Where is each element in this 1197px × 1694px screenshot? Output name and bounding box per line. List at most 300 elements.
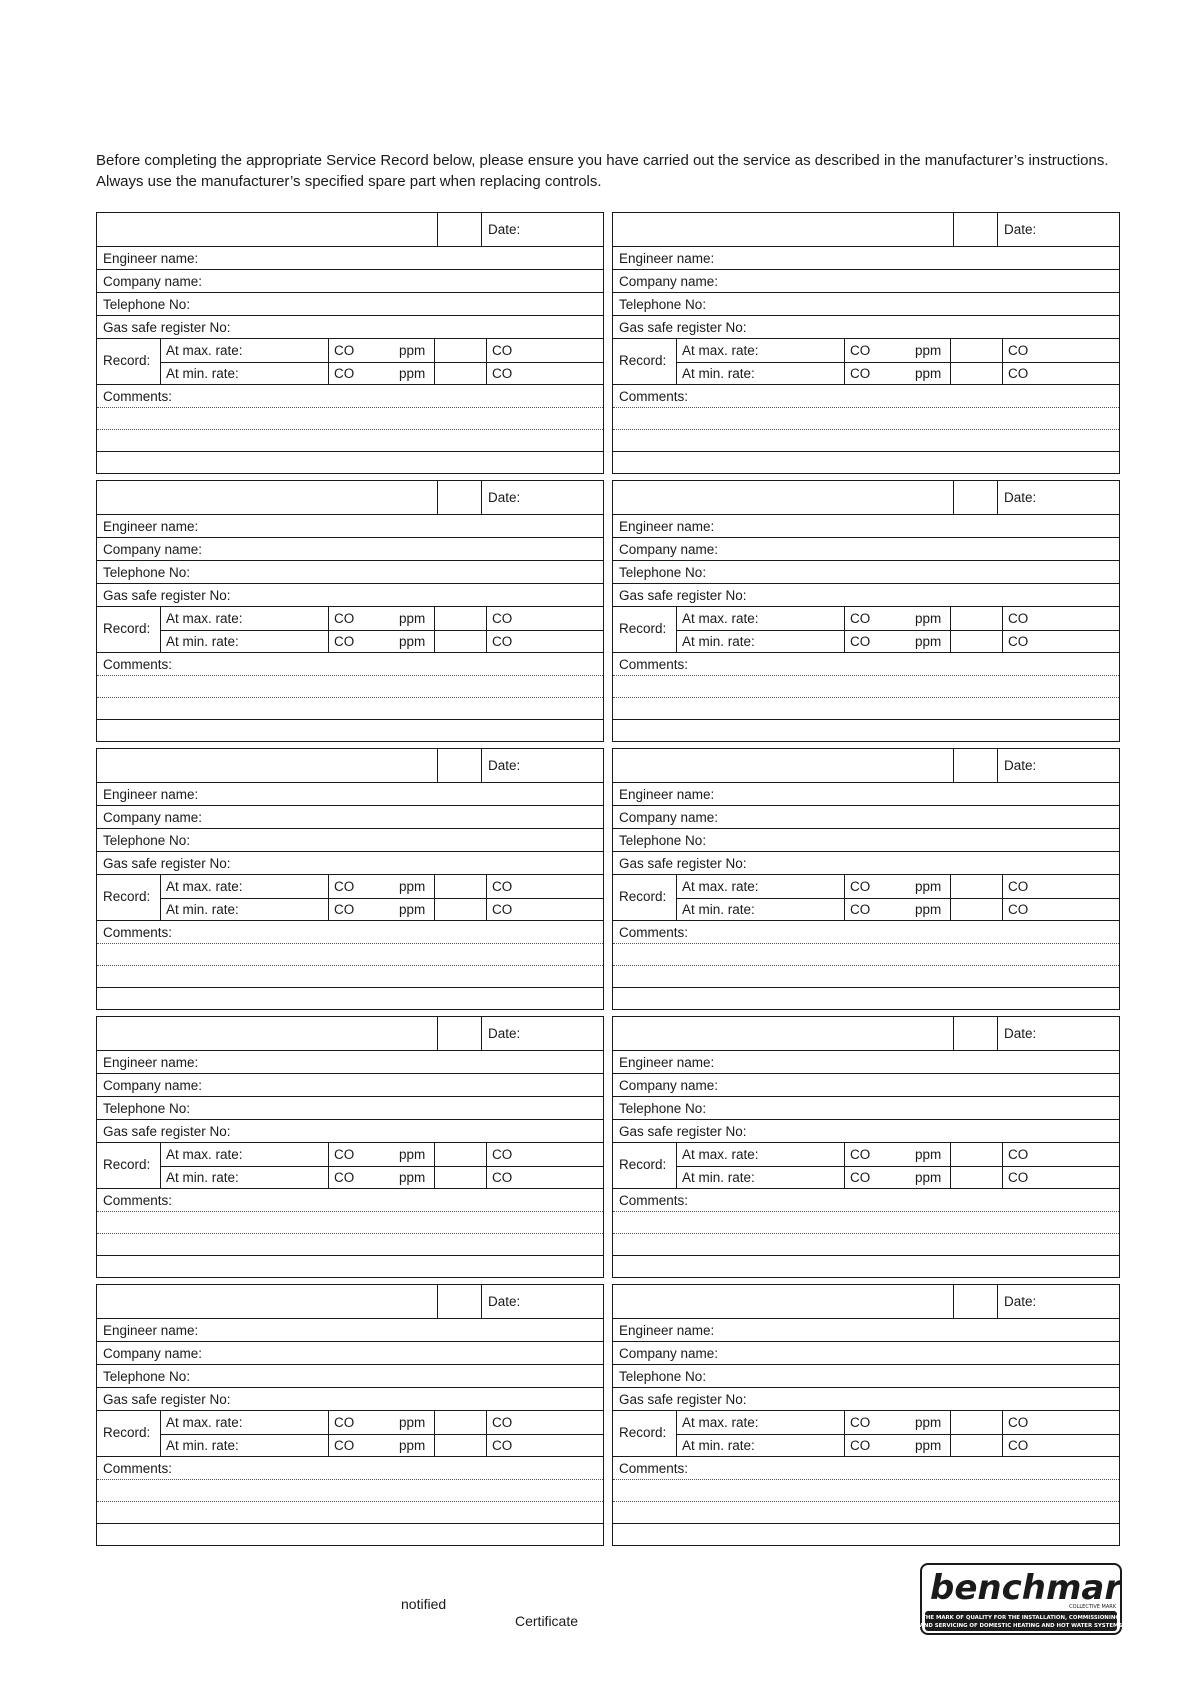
company-name-field[interactable] xyxy=(97,1074,603,1097)
gas-safe-register-label: Gas safe register No: xyxy=(619,588,747,603)
gas-safe-register-field[interactable] xyxy=(97,584,603,607)
max-rate-value-field[interactable] xyxy=(950,1411,1002,1434)
service-record xyxy=(612,748,1120,1010)
signature-line[interactable] xyxy=(613,1256,1119,1277)
date-label: Date: xyxy=(1004,490,1037,505)
record-readings xyxy=(160,1411,603,1456)
min-rate-co-ppm-field[interactable] xyxy=(844,630,950,653)
company-name-label: Company name: xyxy=(619,542,719,557)
telephone-label: Telephone No: xyxy=(103,297,191,312)
co-label: CO xyxy=(850,343,871,358)
company-name-field[interactable] xyxy=(97,270,603,293)
co-label: CO xyxy=(492,902,513,917)
date-field[interactable] xyxy=(997,1285,1119,1318)
signature-line[interactable] xyxy=(97,720,603,741)
date-field[interactable] xyxy=(997,481,1119,514)
co-label: CO xyxy=(1008,879,1029,894)
min-rate-co-ratio-field[interactable] xyxy=(1002,898,1119,921)
gas-safe-register-label: Gas safe register No: xyxy=(103,588,231,603)
company-name-field[interactable] xyxy=(613,806,1119,829)
max-rate-co-ppm-field[interactable] xyxy=(844,1143,950,1166)
comments-label: Comments: xyxy=(619,389,689,404)
min-rate-value-field[interactable] xyxy=(434,1166,486,1189)
min-rate-row xyxy=(677,1166,1119,1189)
comments-label: Comments: xyxy=(103,657,173,672)
signature-line[interactable] xyxy=(613,452,1119,473)
record-readings xyxy=(160,1143,603,1188)
ppm-label: ppm xyxy=(915,634,942,649)
date-label: Date: xyxy=(1004,222,1037,237)
gas-safe-register-label: Gas safe register No: xyxy=(103,856,231,871)
comments-label: Comments: xyxy=(619,1193,689,1208)
co-label: CO xyxy=(850,1438,871,1453)
record-header-row xyxy=(97,1017,603,1051)
max-rate-co-ppm-field[interactable] xyxy=(844,339,950,362)
co-label: CO xyxy=(850,902,871,917)
service-number-box[interactable] xyxy=(437,1017,481,1050)
co-label: CO xyxy=(850,1170,871,1185)
service-number-box[interactable] xyxy=(953,749,997,782)
company-name-field[interactable] xyxy=(97,1342,603,1365)
combustion-record xyxy=(97,607,603,653)
min-rate-co-ratio-field[interactable] xyxy=(486,1166,603,1189)
gas-safe-register-field[interactable] xyxy=(97,316,603,339)
max-rate-co-ppm-field[interactable] xyxy=(328,1143,434,1166)
comments-line[interactable] xyxy=(97,676,603,698)
ppm-label: ppm xyxy=(399,634,426,649)
record-label: Record: xyxy=(103,1425,151,1440)
signature-line[interactable] xyxy=(613,988,1119,1009)
benchmark-logo-mark xyxy=(920,1563,1122,1635)
comments-field[interactable] xyxy=(97,921,603,944)
service-record-grid xyxy=(96,212,1117,1545)
engineer-name-field[interactable] xyxy=(613,1051,1119,1074)
comments-line[interactable] xyxy=(97,430,603,452)
date-field[interactable] xyxy=(997,213,1119,246)
min-rate-label: At min. rate: xyxy=(682,634,755,649)
comments-line[interactable] xyxy=(97,944,603,966)
min-rate-row xyxy=(161,1434,603,1457)
date-field[interactable] xyxy=(481,1017,603,1050)
min-rate-co-ppm-field[interactable] xyxy=(328,362,434,385)
max-rate-co-ratio-field[interactable] xyxy=(1002,607,1119,630)
ppm-label: ppm xyxy=(399,366,426,381)
service-number-box[interactable] xyxy=(437,1285,481,1318)
gas-safe-register-field[interactable] xyxy=(613,1388,1119,1411)
min-rate-value-field[interactable] xyxy=(434,1434,486,1457)
max-rate-row xyxy=(161,607,603,631)
max-rate-label: At max. rate: xyxy=(166,611,243,626)
telephone-field[interactable] xyxy=(613,561,1119,584)
max-rate-co-ratio-field[interactable] xyxy=(1002,1143,1119,1166)
gas-safe-register-field[interactable] xyxy=(97,1120,603,1143)
min-rate-label: At min. rate: xyxy=(682,1170,755,1185)
max-rate-value-field[interactable] xyxy=(950,339,1002,362)
ppm-label: ppm xyxy=(399,611,426,626)
max-rate-label: At max. rate: xyxy=(682,611,759,626)
co-label: CO xyxy=(492,343,513,358)
combustion-record xyxy=(613,1411,1119,1457)
max-rate-co-ratio-field[interactable] xyxy=(486,607,603,630)
comments-line[interactable] xyxy=(97,966,603,988)
record-label: Record: xyxy=(103,621,151,636)
co-label: CO xyxy=(850,1415,871,1430)
comments-line[interactable] xyxy=(97,408,603,430)
min-rate-value-field[interactable] xyxy=(434,898,486,921)
max-rate-row xyxy=(161,339,603,363)
record-readings xyxy=(160,875,603,920)
max-rate-co-ratio-field[interactable] xyxy=(1002,1411,1119,1434)
service-number-box[interactable] xyxy=(437,213,481,246)
min-rate-co-ppm-field[interactable] xyxy=(328,898,434,921)
company-name-label: Company name: xyxy=(103,542,203,557)
service-record xyxy=(612,480,1120,742)
telephone-field[interactable] xyxy=(613,293,1119,316)
engineer-name-field[interactable] xyxy=(613,515,1119,538)
date-field[interactable] xyxy=(481,213,603,246)
record-label: Record: xyxy=(619,621,667,636)
co-label: CO xyxy=(334,879,355,894)
min-rate-co-ratio-field[interactable] xyxy=(486,362,603,385)
co-label: CO xyxy=(1008,611,1029,626)
record-readings xyxy=(676,339,1119,384)
min-rate-row xyxy=(677,1434,1119,1457)
record-readings xyxy=(676,1143,1119,1188)
date-label: Date: xyxy=(1004,758,1037,773)
record-readings xyxy=(160,339,603,384)
max-rate-value-field[interactable] xyxy=(950,607,1002,630)
signature-line[interactable] xyxy=(613,720,1119,741)
gas-safe-register-field[interactable] xyxy=(97,1388,603,1411)
telephone-label: Telephone No: xyxy=(103,565,191,580)
max-rate-co-ratio-field[interactable] xyxy=(486,339,603,362)
max-rate-value-field[interactable] xyxy=(950,875,1002,898)
engineer-name-label: Engineer name: xyxy=(619,251,715,266)
ppm-label: ppm xyxy=(915,611,942,626)
engineer-name-field[interactable] xyxy=(613,247,1119,270)
company-name-label: Company name: xyxy=(619,1078,719,1093)
engineer-name-label: Engineer name: xyxy=(103,519,199,534)
telephone-label: Telephone No: xyxy=(103,1369,191,1384)
notified-text: notified xyxy=(401,1596,447,1612)
telephone-field[interactable] xyxy=(613,829,1119,852)
signature-line[interactable] xyxy=(97,1524,603,1545)
max-rate-label: At max. rate: xyxy=(166,343,243,358)
engineer-name-field[interactable] xyxy=(97,247,603,270)
co-label: CO xyxy=(1008,902,1029,917)
min-rate-co-ppm-field[interactable] xyxy=(328,1166,434,1189)
comments-field[interactable] xyxy=(97,385,603,408)
company-name-field[interactable] xyxy=(97,538,603,561)
signature-line[interactable] xyxy=(97,1256,603,1277)
comments-line[interactable] xyxy=(613,1212,1119,1234)
signature-line[interactable] xyxy=(613,1524,1119,1545)
min-rate-co-ppm-field[interactable] xyxy=(844,1434,950,1457)
max-rate-value-field[interactable] xyxy=(434,607,486,630)
engineer-name-field[interactable] xyxy=(613,1319,1119,1342)
company-name-label: Company name: xyxy=(103,810,203,825)
service-record xyxy=(96,748,604,1010)
co-label: CO xyxy=(850,1147,871,1162)
telephone-field[interactable] xyxy=(97,561,603,584)
engineer-name-field[interactable] xyxy=(97,1319,603,1342)
max-rate-co-ppm-field[interactable] xyxy=(328,875,434,898)
company-name-field[interactable] xyxy=(613,1342,1119,1365)
engineer-name-label: Engineer name: xyxy=(103,1055,199,1070)
min-rate-value-field[interactable] xyxy=(434,630,486,653)
date-field[interactable] xyxy=(997,749,1119,782)
max-rate-co-ppm-field[interactable] xyxy=(328,339,434,362)
instructions-line-2: Always use the manufacturer’s specified spare part when replacing controls. xyxy=(96,173,602,190)
min-rate-value-field[interactable] xyxy=(434,362,486,385)
ppm-label: ppm xyxy=(915,343,942,358)
co-label: CO xyxy=(1008,1147,1029,1162)
comments-label: Comments: xyxy=(619,925,689,940)
company-name-field[interactable] xyxy=(613,538,1119,561)
date-field[interactable] xyxy=(481,481,603,514)
min-rate-co-ratio-field[interactable] xyxy=(1002,630,1119,653)
max-rate-row xyxy=(161,875,603,899)
engineer-name-field[interactable] xyxy=(97,515,603,538)
telephone-field[interactable] xyxy=(97,829,603,852)
max-rate-co-ratio-field[interactable] xyxy=(486,875,603,898)
combustion-record xyxy=(613,875,1119,921)
max-rate-co-ppm-field[interactable] xyxy=(844,875,950,898)
min-rate-co-ppm-field[interactable] xyxy=(328,630,434,653)
telephone-field[interactable] xyxy=(97,293,603,316)
comments-line[interactable] xyxy=(613,408,1119,430)
gas-safe-register-field[interactable] xyxy=(613,584,1119,607)
signature-line[interactable] xyxy=(97,452,603,473)
co-label: CO xyxy=(850,879,871,894)
service-number-box[interactable] xyxy=(953,213,997,246)
comments-line[interactable] xyxy=(97,1212,603,1234)
telephone-label: Telephone No: xyxy=(619,833,707,848)
record-readings xyxy=(676,875,1119,920)
telephone-field[interactable] xyxy=(613,1097,1119,1120)
min-rate-co-ratio-field[interactable] xyxy=(1002,1434,1119,1457)
min-rate-co-ppm-field[interactable] xyxy=(844,362,950,385)
max-rate-value-field[interactable] xyxy=(950,1143,1002,1166)
min-rate-row xyxy=(161,362,603,385)
co-label: CO xyxy=(334,1147,355,1162)
combustion-record xyxy=(97,339,603,385)
instructions xyxy=(96,150,1109,192)
service-record xyxy=(96,480,604,742)
co-label: CO xyxy=(492,1438,513,1453)
min-rate-row xyxy=(677,362,1119,385)
company-name-field[interactable] xyxy=(613,270,1119,293)
comments-field[interactable] xyxy=(613,385,1119,408)
date-label: Date: xyxy=(488,490,521,505)
record-readings xyxy=(160,607,603,652)
date-field[interactable] xyxy=(997,1017,1119,1050)
co-label: CO xyxy=(850,611,871,626)
max-rate-co-ratio-field[interactable] xyxy=(486,1411,603,1434)
engineer-name-field[interactable] xyxy=(613,783,1119,806)
ppm-label: ppm xyxy=(399,1415,426,1430)
co-label: CO xyxy=(1008,1438,1029,1453)
comments-line[interactable] xyxy=(613,944,1119,966)
max-rate-co-ppm-field[interactable] xyxy=(328,607,434,630)
comments-line[interactable] xyxy=(97,1480,603,1502)
service-number-box[interactable] xyxy=(953,1285,997,1318)
engineer-name-field[interactable] xyxy=(97,783,603,806)
combustion-record xyxy=(613,607,1119,653)
min-rate-co-ppm-field[interactable] xyxy=(328,1434,434,1457)
max-rate-value-field[interactable] xyxy=(434,1143,486,1166)
benchmark-logo xyxy=(920,1563,1122,1635)
comments-line[interactable] xyxy=(613,1502,1119,1524)
max-rate-row xyxy=(677,1143,1119,1167)
comments-line[interactable] xyxy=(613,430,1119,452)
comments-line[interactable] xyxy=(613,1480,1119,1502)
max-rate-co-ratio-field[interactable] xyxy=(1002,339,1119,362)
min-rate-row xyxy=(677,630,1119,653)
record-header-row xyxy=(613,1285,1119,1319)
comments-field[interactable] xyxy=(97,1189,603,1212)
min-rate-value-field[interactable] xyxy=(950,630,1002,653)
comments-field[interactable] xyxy=(97,1457,603,1480)
min-rate-co-ratio-field[interactable] xyxy=(486,898,603,921)
min-rate-co-ratio-field[interactable] xyxy=(1002,1166,1119,1189)
service-record xyxy=(612,1284,1120,1546)
ppm-label: ppm xyxy=(399,1147,426,1162)
signature-line[interactable] xyxy=(97,988,603,1009)
gas-safe-register-field[interactable] xyxy=(613,1120,1119,1143)
max-rate-label: At max. rate: xyxy=(166,1147,243,1162)
telephone-label: Telephone No: xyxy=(103,833,191,848)
ppm-label: ppm xyxy=(915,879,942,894)
logo-tag: COLLECTIVE MARK xyxy=(1069,1604,1116,1610)
max-rate-co-ppm-field[interactable] xyxy=(328,1411,434,1434)
max-rate-label: At max. rate: xyxy=(166,879,243,894)
co-label: CO xyxy=(334,1170,355,1185)
max-rate-co-ratio-field[interactable] xyxy=(486,1143,603,1166)
co-label: CO xyxy=(334,611,355,626)
co-label: CO xyxy=(492,1415,513,1430)
company-name-label: Company name: xyxy=(103,1346,203,1361)
service-number-box[interactable] xyxy=(953,1017,997,1050)
gas-safe-register-field[interactable] xyxy=(613,316,1119,339)
service-record xyxy=(96,1284,604,1546)
gas-safe-register-field[interactable] xyxy=(97,852,603,875)
comments-line[interactable] xyxy=(613,966,1119,988)
max-rate-co-ppm-field[interactable] xyxy=(844,607,950,630)
record-header-row xyxy=(97,213,603,247)
min-rate-co-ratio-field[interactable] xyxy=(486,1434,603,1457)
certificate-text: Certificate xyxy=(515,1613,579,1629)
co-label: CO xyxy=(1008,634,1029,649)
telephone-field[interactable] xyxy=(613,1365,1119,1388)
co-label: CO xyxy=(492,634,513,649)
comments-line[interactable] xyxy=(97,1502,603,1524)
comments-field[interactable] xyxy=(97,653,603,676)
record-label: Record: xyxy=(103,1157,151,1172)
comments-field[interactable] xyxy=(613,1189,1119,1212)
gas-safe-register-field[interactable] xyxy=(613,852,1119,875)
co-label: CO xyxy=(334,902,355,917)
record-label: Record: xyxy=(619,1157,667,1172)
service-record xyxy=(96,1016,604,1278)
co-label: CO xyxy=(334,1438,355,1453)
co-label: CO xyxy=(334,1415,355,1430)
record-readings xyxy=(676,1411,1119,1456)
comments-field[interactable] xyxy=(613,1457,1119,1480)
max-rate-value-field[interactable] xyxy=(434,875,486,898)
min-rate-label: At min. rate: xyxy=(166,902,239,917)
gas-safe-register-label: Gas safe register No: xyxy=(619,320,747,335)
service-number-box[interactable] xyxy=(953,481,997,514)
co-label: CO xyxy=(1008,343,1029,358)
comments-line[interactable] xyxy=(97,698,603,720)
comments-field[interactable] xyxy=(613,921,1119,944)
service-number-box[interactable] xyxy=(437,749,481,782)
combustion-record xyxy=(97,875,603,921)
gas-safe-register-label: Gas safe register No: xyxy=(619,856,747,871)
co-label: CO xyxy=(492,366,513,381)
max-rate-co-ratio-field[interactable] xyxy=(1002,875,1119,898)
engineer-name-label: Engineer name: xyxy=(103,787,199,802)
service-number-box[interactable] xyxy=(437,481,481,514)
co-label: CO xyxy=(334,634,355,649)
max-rate-value-field[interactable] xyxy=(434,1411,486,1434)
date-field[interactable] xyxy=(481,1285,603,1318)
comments-field[interactable] xyxy=(613,653,1119,676)
comments-line[interactable] xyxy=(97,1234,603,1256)
logo-line-2: AND SERVICING OF DOMESTIC HEATING AND HOT WATER SYSTEMS xyxy=(920,1623,1122,1629)
min-rate-label: At min. rate: xyxy=(682,902,755,917)
engineer-name-field[interactable] xyxy=(97,1051,603,1074)
company-name-field[interactable] xyxy=(613,1074,1119,1097)
ppm-label: ppm xyxy=(399,1170,426,1185)
max-rate-value-field[interactable] xyxy=(434,339,486,362)
comments-line[interactable] xyxy=(613,698,1119,720)
min-rate-co-ppm-field[interactable] xyxy=(844,1166,950,1189)
co-label: CO xyxy=(492,1170,513,1185)
min-rate-co-ratio-field[interactable] xyxy=(1002,362,1119,385)
comments-line[interactable] xyxy=(613,1234,1119,1256)
min-rate-value-field[interactable] xyxy=(950,1166,1002,1189)
min-rate-row xyxy=(161,630,603,653)
max-rate-row xyxy=(677,339,1119,363)
record-label: Record: xyxy=(103,889,151,904)
min-rate-label: At min. rate: xyxy=(166,1170,239,1185)
min-rate-value-field[interactable] xyxy=(950,362,1002,385)
ppm-label: ppm xyxy=(915,902,942,917)
min-rate-co-ratio-field[interactable] xyxy=(486,630,603,653)
max-rate-co-ppm-field[interactable] xyxy=(844,1411,950,1434)
company-name-field[interactable] xyxy=(97,806,603,829)
date-field[interactable] xyxy=(481,749,603,782)
co-label: CO xyxy=(334,343,355,358)
min-rate-value-field[interactable] xyxy=(950,898,1002,921)
record-label: Record: xyxy=(619,353,667,368)
record-header-row xyxy=(613,749,1119,783)
co-label: CO xyxy=(334,366,355,381)
telephone-field[interactable] xyxy=(97,1365,603,1388)
max-rate-label: At max. rate: xyxy=(682,343,759,358)
min-rate-value-field[interactable] xyxy=(950,1434,1002,1457)
telephone-label: Telephone No: xyxy=(619,297,707,312)
min-rate-co-ppm-field[interactable] xyxy=(844,898,950,921)
engineer-name-label: Engineer name: xyxy=(619,1323,715,1338)
comments-line[interactable] xyxy=(613,676,1119,698)
combustion-record xyxy=(613,339,1119,385)
co-label: CO xyxy=(492,879,513,894)
telephone-field[interactable] xyxy=(97,1097,603,1120)
ppm-label: ppm xyxy=(915,1170,942,1185)
